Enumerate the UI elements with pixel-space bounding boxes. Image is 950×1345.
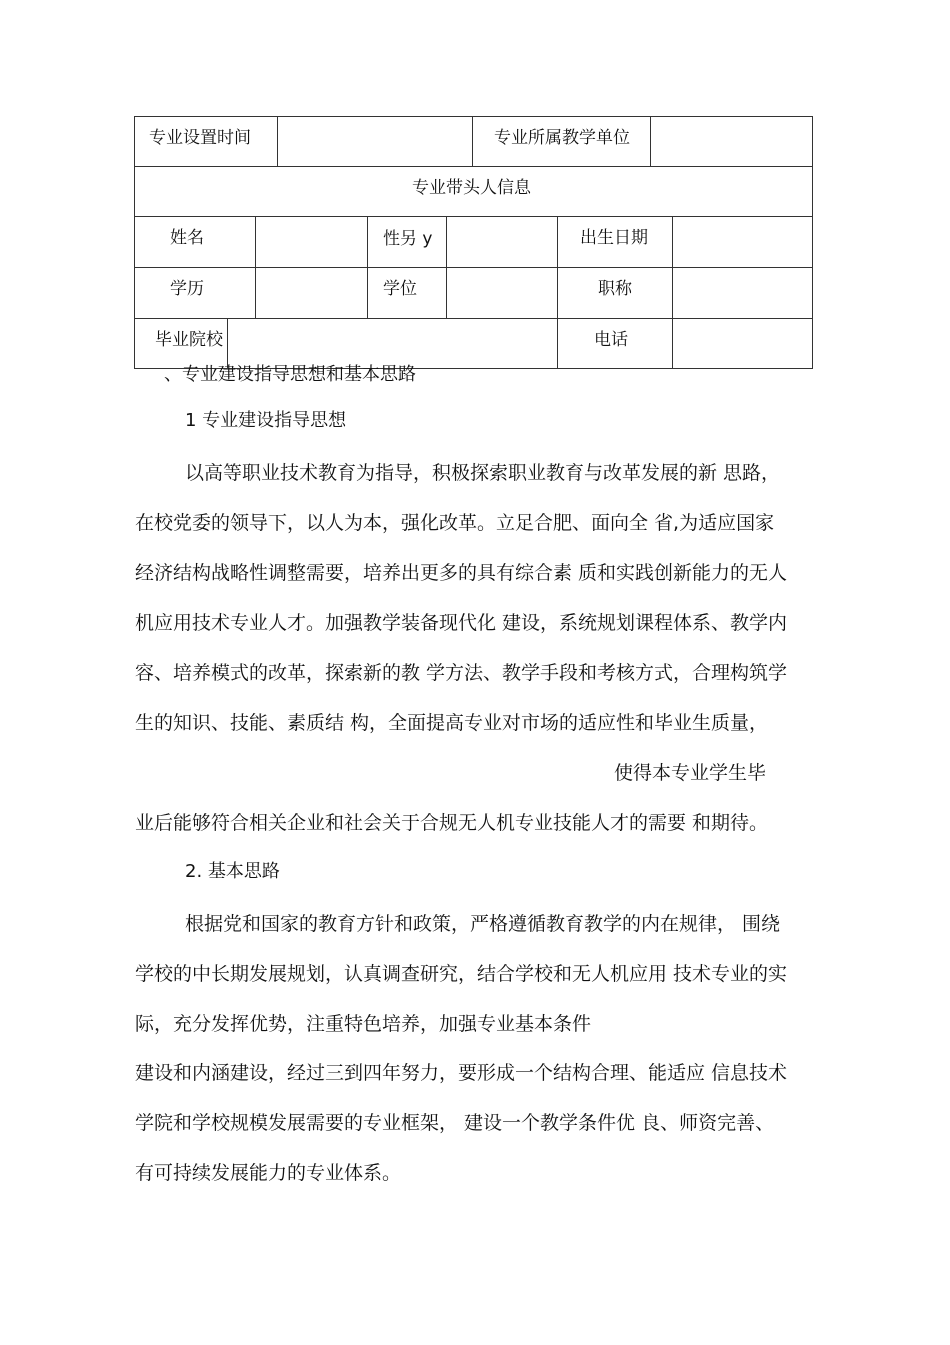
name-label: 姓名 [170,228,204,248]
job-title-value-cell [672,267,813,319]
setup-time-value-cell [277,116,473,167]
section-heading: 、专业建设指导思想和基本思路 [164,364,416,385]
paragraph-line: 机应用技术专业人才。加强教学装备现代化 建设，系统规划课程体系、教学内 [135,612,788,634]
teaching-unit-label: 专业所属教学单位 [494,128,630,148]
subsection-heading-basic-approach: 2. 基本思路 [185,861,280,882]
phone-label: 电话 [594,330,628,350]
paragraph-line: 学院和学校规模发展需要的专业框架， 建设一个教学条件优 良、师资完善、 [135,1112,775,1134]
paragraph-line: 业后能够符合相关企业和社会关于合规无人机专业技能人才的需要 和期待。 [135,812,769,834]
paragraph-line: 学校的中长期发展规划，认真调查研究，结合学校和无人机应用 技术专业的实 [135,963,788,985]
name-label-cell [134,216,256,268]
education-value-cell [255,267,368,319]
job-title-label-cell [557,267,673,319]
paragraph-line: 建设和内涵建设，经过三到四年努力，要形成一个结构合理、能适应 信息技术 [135,1062,788,1084]
phone-value-cell [672,318,813,369]
degree-value-cell [446,267,558,319]
teaching-unit-label-cell [472,116,651,167]
phone-label-cell [557,318,673,369]
setup-time-label: 专业设置时间 [149,128,251,148]
birth-date-label: 出生日期 [580,228,648,248]
leader-info-header-cell [134,166,813,217]
graduated-school-value-cell [227,318,558,369]
paragraph-line: 根据党和国家的教育方针和政策，严格遵循教育教学的内在规律， 围绕 [185,913,781,935]
paragraph-line: 以高等职业技术教育为指导，积极探索职业教育与改革发展的新 思路， [185,462,781,484]
gender-value-cell [446,216,558,268]
graduated-school-label-cell [134,318,228,369]
gender-label-cell [367,216,447,268]
paragraph-line: 际，充分发挥优势，注重特色培养，加强专业基本条件 [135,1013,592,1035]
name-value-cell [255,216,368,268]
teaching-unit-value-cell [650,116,813,167]
paragraph-line: 在校党委的领导下，以人为本，强化改革。立足合肥、面向全 省,为适应国家 [135,512,775,534]
birth-date-label-cell [557,216,673,268]
paragraph-line: 经济结构战略性调整需要，培养出更多的具有综合素 质和实践创新能力的无人 [135,562,788,584]
paragraph-line: 使得本专业学生毕 [614,762,767,784]
graduated-school-label: 毕业院校 [155,330,223,350]
paragraph-line: 生的知识、技能、素质结 构，全面提高专业对市场的适应性和毕业生质量， [135,712,769,734]
birth-date-value-cell [672,216,813,268]
leader-info-header: 专业带头人信息 [412,178,531,198]
job-title-label: 职称 [598,279,632,299]
education-label-cell [134,267,256,319]
professional-info-table [134,116,813,369]
education-label: 学历 [170,279,204,299]
paragraph-line: 有可持续发展能力的专业体系。 [135,1162,402,1184]
subsection-heading-guiding-thought: 1 专业建设指导思想 [185,410,347,431]
setup-time-label-cell [134,116,278,167]
paragraph-line: 容、培养模式的改革，探索新的教 学方法、教学手段和考核方式，合理构筑学 [135,662,788,684]
gender-label: 性另 y [383,229,433,249]
degree-label-cell [367,267,447,319]
degree-label: 学位 [383,279,417,299]
